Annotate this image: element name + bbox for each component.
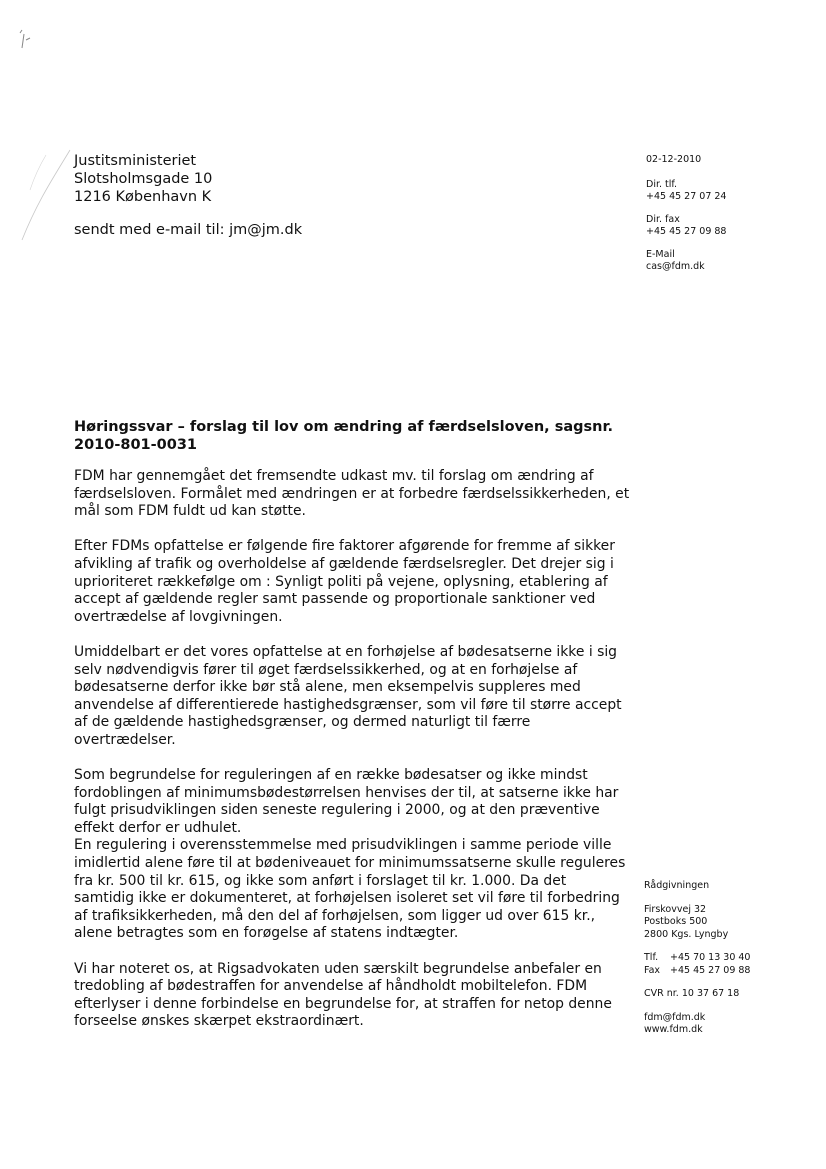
sender-footer [644, 880, 819, 1037]
recipient-city: 1216 København K [74, 189, 212, 205]
letter-subject [74, 418, 634, 454]
body-paragraph: En regulering i overensstemmelse med prisudviklingen i samme periode ville imidlertid alene føre til at bødeniveauet for minimumssatserne skulle reguleres fra kr. 500 til kr. 615, og ikke som anført i forslaget til kr. 1.000. Da det samtidig ikke er dokumenteret, at forhøjelsen isoleret set vil føre til forbedring af trafiksikkerheden, må den del af forhøjelsen, som ligger ud over 615 kr., alene betragtes som en forøgelse af statens indtægter. [74, 837, 626, 942]
letter-date: 02-12-2010 [646, 154, 702, 165]
footer-phone-label: Tlf. [644, 952, 659, 963]
dir-phone: +45 45 27 07 24 [646, 191, 727, 202]
dir-fax: +45 45 27 09 88 [646, 226, 727, 237]
body-paragraph: FDM har gennemgået det fremsendte udkast mv. til forslag om ændring af færdselsloven. Formålet med ændringen er at forbedre færdselssikkerheden, et mål som FDM fuldt ud kan støtte. [74, 468, 630, 520]
footer-phone: +45 70 13 30 40 [670, 952, 751, 963]
recipient-name: Justitsministeriet [74, 153, 197, 169]
footer-fax-row [644, 965, 819, 978]
dir-fax-block [646, 214, 816, 238]
sender-meta [646, 154, 816, 284]
body-paragraph: Umiddelbart er det vores opfattelse at en forhøjelse af bødesatserne ikke i sig selv nødvendigvis fører til øget færdselssikkerhed, og at en forhøjelse af bødesatserne derfor ikke bør stå alene, men eksempelvis suppleres med anvendelse af differentierede hastighedsgrænser, som vil føre til større accept af de gældende hastighedsgrænser, og dermed naturligt til færre overtrædelser. [74, 643, 622, 748]
email-block [646, 249, 816, 273]
footer-web: www.fdm.dk [644, 1024, 703, 1035]
recipient-street: Slotsholmsgade 10 [74, 171, 213, 187]
email: cas@fdm.dk [646, 261, 705, 272]
letter-body [74, 468, 630, 1049]
email-label: E-Mail [646, 249, 675, 260]
sent-line: sendt med e-mail til: jm@jm.dk [74, 222, 303, 238]
dir-phone-block [646, 179, 816, 203]
footer-email: fdm@fdm.dk [644, 1011, 706, 1023]
subject-line-2: 2010-801-0031 [74, 437, 198, 453]
footer-fax-label: Fax [644, 964, 661, 976]
footer-street: Firskovvej 32 [644, 903, 707, 915]
footer-cvr: CVR nr. 10 37 67 18 [644, 988, 740, 999]
recipient-address [74, 152, 212, 206]
dir-phone-label: Dir. tlf. [646, 179, 678, 190]
dir-fax-label: Dir. fax [646, 214, 680, 225]
body-paragraph: Efter FDMs opfattelse er følgende fire faktorer afgørende for fremme af sikker afvikling af trafik og overholdelse af gældende færdselsregler. Det drejer sig i uprioriteret rækkefølge om : Synligt politi på vejene, oplysning, etablering af accept af gældende regler samt passende og proportionale sanktioner ved overtrædelse af lovgivningen. [74, 538, 615, 625]
footer-phone-row [644, 952, 819, 965]
footer-pobox: Postboks 500 [644, 916, 708, 927]
footer-fax: +45 45 27 09 88 [670, 964, 751, 976]
body-paragraph: Vi har noteret os, at Rigsadvokaten uden særskilt begrundelse anbefaler en tredobling af bødestraffen for anvendelse af håndholdt mobiltelefon. FDM efterlyser i denne forbindelse en begrundelse for, at straffen for netop denne forseelse ønskes skærpet ekstraordinært. [74, 960, 612, 1030]
subject-line-1: Høringssvar – forslag til lov om ændring af færdselsloven, sagsnr. [74, 419, 614, 435]
footer-org: Rådgivningen [644, 880, 710, 891]
footer-city: 2800 Kgs. Lyngby [644, 928, 729, 940]
body-paragraph: Som begrundelse for reguleringen af en række bødesatser og ikke mindst fordoblingen af minimumsbødestørrelsen henvises der til, at satserne ikke har fulgt prisudviklingen siden seneste regulering i 2000, og at den præventive effekt derfor er udhulet. [74, 767, 619, 836]
